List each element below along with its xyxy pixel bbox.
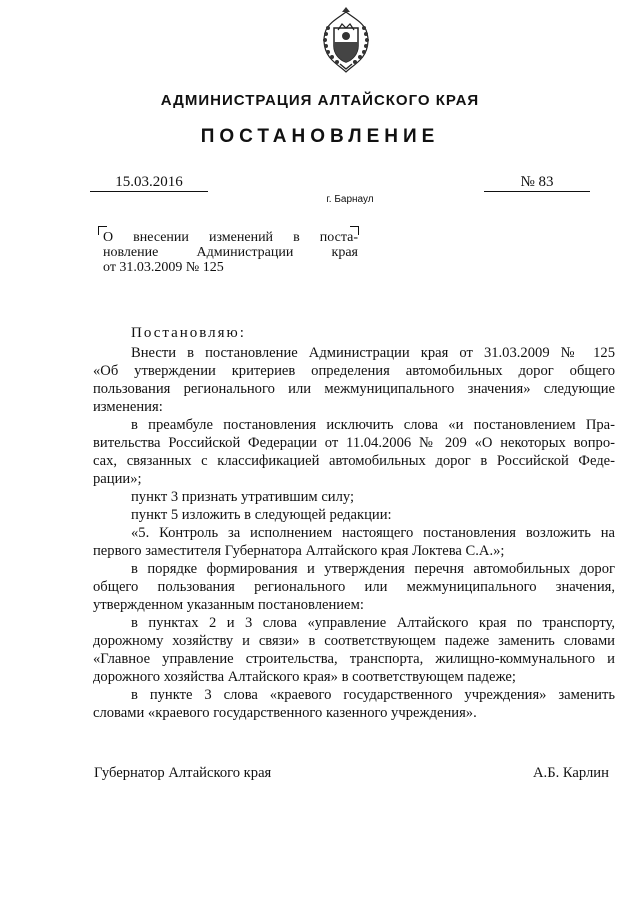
paragraph-line: дорожного хозяйства Алтайского края» в соответствующем падеже; xyxy=(93,669,516,685)
document-body xyxy=(93,324,615,722)
city-name: г. Барнаул xyxy=(326,194,374,205)
paragraph-line: в пунктах 2 и 3 слова «управление Алтайского края по транспорту, xyxy=(131,615,615,631)
paragraph-line: утвержденном указанным постановлением: xyxy=(93,597,364,613)
paragraph-line: словами «краевого государственного казенного учреждения». xyxy=(93,705,477,721)
address-word: Постановляю: xyxy=(131,325,246,341)
paragraph-line: «Об утверждении критериев определения автомобильных дорог общего xyxy=(93,363,615,379)
signer-position: Губернатор Алтайского края xyxy=(94,765,272,781)
paragraph-line: вительства Российской Федерации от 11.04.2006 № 209 «О некоторых вопро- xyxy=(93,435,615,451)
subject-line: новление Администрации края xyxy=(103,245,358,260)
paragraph-line: дорожному хозяйству и связи» в соответствующем падеже заменить словами xyxy=(93,633,615,649)
paragraph-line: в преамбуле постановления исключить слова «и постановлением Пра- xyxy=(131,417,615,433)
paragraph-line: «Главное управление строительства, транспорта, жилищно-коммунального и xyxy=(93,651,615,667)
organization-name: АДМИНИСТРАЦИЯ АЛТАЙСКОГО КРАЯ xyxy=(160,92,480,109)
paragraph-line: рации»; xyxy=(93,471,142,487)
document-type-title: ПОСТАНОВЛЕНИЕ xyxy=(200,126,440,147)
paragraph-line: пользования регионального или межмуниципального значения» следующие xyxy=(93,381,615,397)
subject-line: О внесении изменений в поста- xyxy=(103,230,358,245)
signer-name: А.Б. Карлин xyxy=(533,765,609,781)
paragraph-line: сах, связанных с классификацией автомобильных дорог в Российской Феде- xyxy=(93,453,615,469)
paragraph-line: первого заместителя Губернатора Алтайского края Локтева С.А.»; xyxy=(93,543,505,559)
paragraph-line: пункт 3 признать утратившим силу; xyxy=(131,489,355,505)
document-subject xyxy=(103,230,358,275)
paragraph-line: общего пользования регионального или межмуниципального значения, xyxy=(93,579,615,595)
paragraph-line: «5. Контроль за исполнением настоящего постановления возложить на xyxy=(131,525,615,541)
subject-line: от 31.03.2009 № 125 xyxy=(103,260,224,275)
paragraph-line: в пункте 3 слова «краевого государственного учреждения» заменить xyxy=(131,687,615,703)
paragraph-line: пункт 5 изложить в следующей редакции: xyxy=(131,507,392,523)
paragraph-line: Внести в постановление Администрации края от 31.03.2009 № 125 xyxy=(131,345,615,361)
paragraph-line: изменения: xyxy=(93,399,163,415)
altai-krai-coat-of-arms-icon xyxy=(314,6,378,74)
paragraph-line: в порядке формирования и утверждения перечня автомобильных дорог xyxy=(131,561,615,577)
document-date: 15.03.2016 xyxy=(90,175,208,192)
document-number: № 83 xyxy=(484,175,590,192)
